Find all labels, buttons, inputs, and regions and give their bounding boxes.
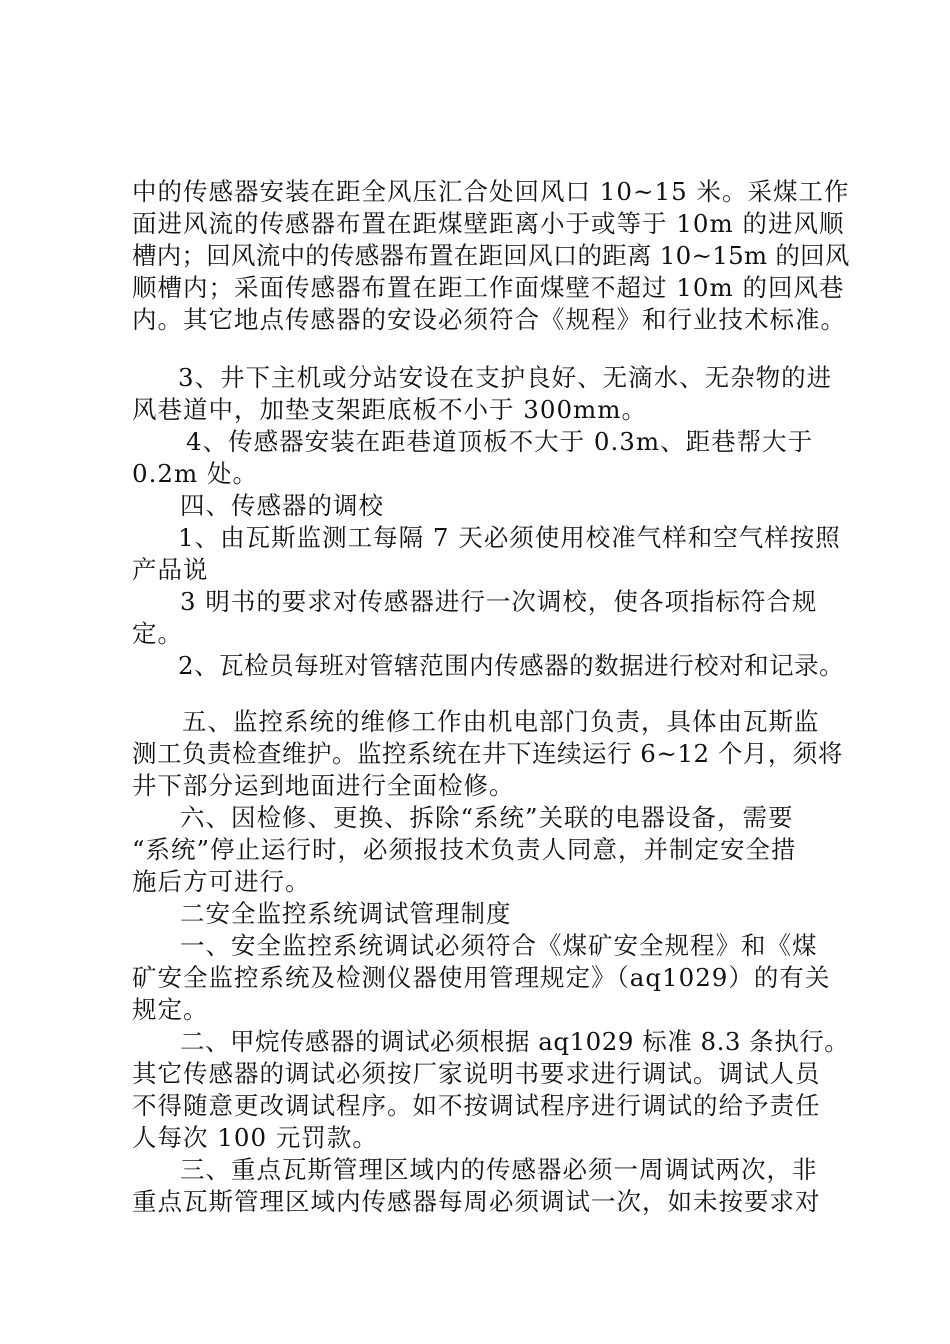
text-line: 井下部分运到地面进行全面检修。: [132, 771, 515, 800]
text-line: 六、因检修、更换、拆除“系统”关联的电器设备，需要: [180, 803, 794, 832]
text-line: 3 明书的要求对传感器进行一次调校，使各项指标符合规: [180, 587, 818, 616]
text-line: 施后方可进行。: [132, 867, 311, 896]
text-line: 三、重点瓦斯管理区域内的传感器必须一周调试两次，非: [180, 1155, 818, 1184]
text-line: 内。其它地点传感器的安设必须符合《规程》和行业技术标准。: [132, 305, 846, 334]
text-line: 规定。: [132, 995, 209, 1024]
text-line: 3、井下主机或分站安设在支护良好、无滴水、无杂物的进: [178, 363, 833, 392]
text-line: 二、甲烷传感器的调试必须根据 aq1029 标准 8.3 条执行。: [180, 1027, 850, 1056]
text-line: 其它传感器的调试必须按厂家说明书要求进行调试。调试人员: [132, 1059, 821, 1088]
text-line: 1、由瓦斯监测工每隔 7 天必须使用校准气样和空气样按照: [178, 523, 841, 552]
text-line: 4、传感器安装在距巷道顶板不大于 0.3m、距巷帮大于: [186, 427, 814, 456]
text-line: 0.2m 处。: [132, 459, 258, 488]
text-line: 面进风流的传感器布置在距煤壁距离小于或等于 10m 的进风顺: [132, 209, 845, 238]
text-line: 矿安全监控系统及检测仪器使用管理规定》（aq1029）的有关: [132, 963, 831, 992]
text-line: “系统”停止运行时，必须报技术负责人同意，并制定安全措: [132, 835, 797, 864]
text-line: 顺槽内；采面传感器布置在距工作面煤壁不超过 10m 的回风巷: [132, 273, 845, 302]
text-line: 定。: [132, 619, 183, 648]
section-heading: 四、传感器的调校: [180, 491, 384, 520]
section-heading: 二安全监控系统调试管理制度: [180, 899, 512, 928]
text-line: 风巷道中，加垫支架距底板不小于 300mm。: [132, 395, 648, 424]
text-line: 不得随意更改调试程序。如不按调试程序进行调试的给予责任: [132, 1091, 821, 1120]
text-line: 测工负责检查维护。监控系统在井下连续运行 6~12 个月，须将: [132, 739, 843, 768]
text-line: 重点瓦斯管理区域内传感器每周必须调试一次，如未按要求对: [132, 1187, 821, 1216]
text-line: 一、安全监控系统调试必须符合《煤矿安全规程》和《煤: [180, 931, 818, 960]
text-line: 五、监控系统的维修工作由机电部门负责，具体由瓦斯监: [182, 707, 820, 736]
text-line: 人每次 100 元罚款。: [132, 1123, 378, 1152]
text-line: 中的传感器安装在距全风压汇合处回风口 10~15 米。采煤工作: [132, 177, 850, 206]
text-line: 槽内；回风流中的传感器布置在距回风口的距离 10~15m 的回风: [132, 241, 850, 270]
text-line: 2、瓦检员每班对管辖范围内传感器的数据进行校对和记录。: [178, 651, 845, 680]
text-line: 产品说: [132, 555, 209, 584]
